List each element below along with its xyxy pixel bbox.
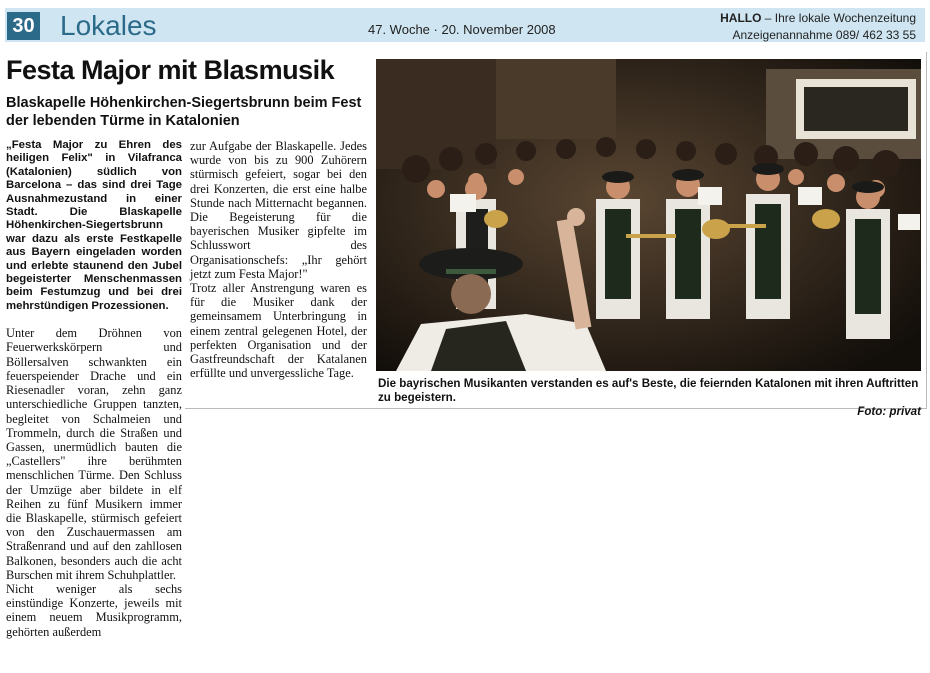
- caption-text: Die bayrischen Musikanten verstanden es auf's Beste, die feiernden Katalonen mit ihren Auftritten zu begeistern.: [378, 377, 919, 404]
- article-subtitle: Blaskapelle Höhenkirchen-Siegertsbrunn beim Fest der lebenden Türme in Katalonien: [6, 95, 362, 129]
- ad-contact: Anzeigenannahme 089/ 462 33 55: [732, 28, 916, 42]
- text-column-1: [6, 139, 182, 639]
- issue-date: 47. Woche · 20. November 2008: [368, 22, 556, 37]
- article-photo: [376, 59, 921, 371]
- section-title: Lokales: [60, 10, 157, 41]
- paper-masthead: [720, 11, 916, 25]
- body-paragraph: zur Aufgabe der Blaskapelle. Jedes wurde von bis zu 900 Zuhörern stürmisch gefeiert, sogar bei den drei Konzerten, die erst eine halbe Stunde nach Mitternacht begannen. Die Begeisterung für die bayerischen Musiker gipfelte im Schlusswort des Organisationschefs: „Ihr gehört jetzt zum Festa Major!": [190, 139, 367, 281]
- body-paragraph: Nicht weniger als sechs einstündige Konzerte, jeweils mit einem neuem Musikprogramm, gehörten außerdem: [6, 581, 182, 639]
- article-title: Festa Major mit Blasmusik: [6, 55, 335, 85]
- photo-caption: [378, 377, 921, 419]
- paper-name: HALLO: [720, 11, 762, 25]
- body-paragraph: Trotz aller Anstrengung waren es für die Musiker dank der gemeinsamem Unterbringung in einem zentral gelegenen Hotel, der perfekten Organisation und der Gastfreundschaft der Katalanen erfüllte und unvergessliche Tage.: [190, 281, 367, 381]
- article-lead: „Festa Major zu Ehren des heiligen Felix" in Vilafranca (Katalonien) südlich von Barcelona – das sind drei Tage Ausnahmezustand in einer Stadt. Die Blaskapelle Höhenkirchen-Siegertsbrunn war dazu als erste Festkapelle aus Bayern eingeladen worden und erlebte staunend den Jubel begeisterter Menschenmassen beim Festumzug und bei drei mehrstündigen Prozessionen.: [6, 139, 182, 312]
- text-column-2: [190, 139, 367, 380]
- photo-credit: Foto: privat: [857, 405, 921, 418]
- paper-tagline: – Ihre lokale Wochenzeitung: [761, 11, 916, 25]
- body-paragraph: Unter dem Dröhnen von Feuerwerkskörpern und Böllersalven schwankten ein feuerspeiender Drache und ein Riesenadler voran, zehn ganz unterschiedliche Gruppen tanzten, begleitet von Schalmeien und Trommeln, durch die Straßen und Gassen, unermüdlich bauten die „Castellers" ihre berühmten menschlichen Türme. Den Schluss der Umzüge aber bildete in elf Reihen zu fünf Musikern immer die Blaskapelle, stürmisch gefeiert von den Zuschauermassen am Straßenrand und auf den zahllosen Balkonen, besonders auch die acht Burschen mit ihrem Schuhplattler.: [6, 326, 182, 582]
- page-number: 30: [7, 12, 40, 40]
